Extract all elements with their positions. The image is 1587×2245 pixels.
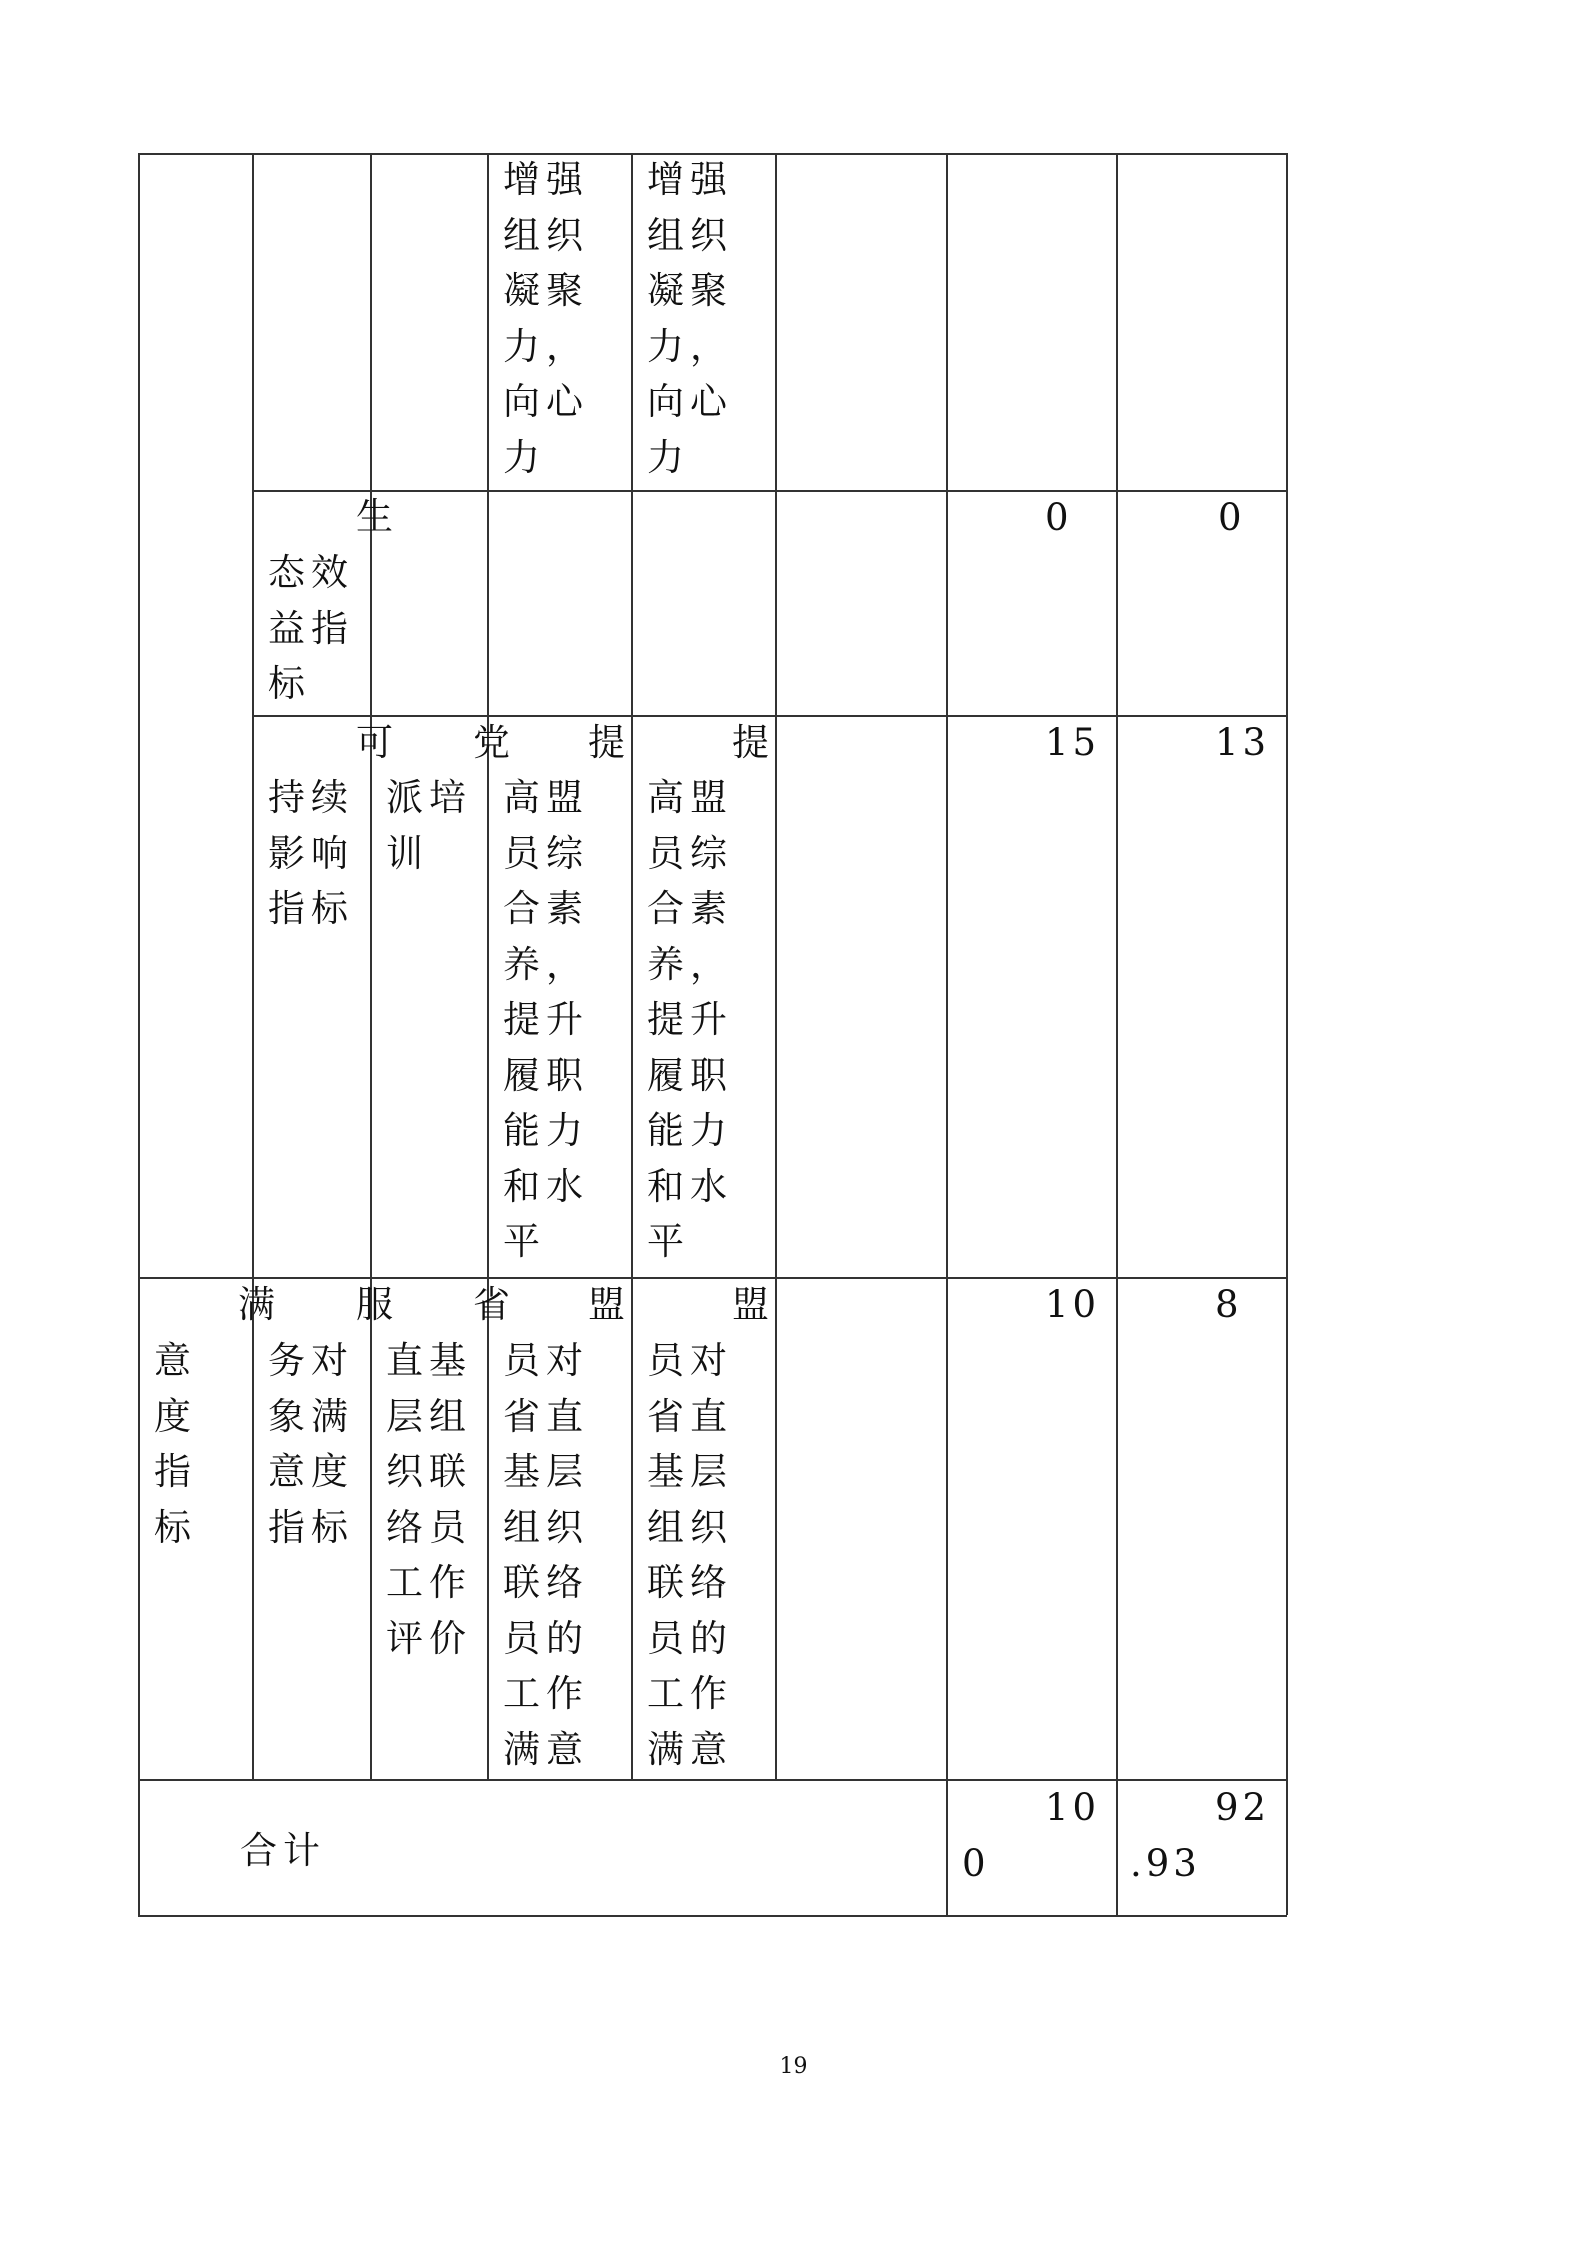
cell-subcategory-first-char: 生 <box>356 495 393 538</box>
cell-score: 8 <box>1215 1283 1243 1326</box>
cell-subcategory-first-char: 可 <box>356 721 393 764</box>
cell-score: 13 <box>1215 721 1271 764</box>
total-weight-line1: 10 <box>1045 1786 1101 1829</box>
table-border <box>252 153 254 1779</box>
cell-indicator-first-char: 党 <box>473 721 510 764</box>
cell-category: 意 度 指 标 <box>154 1339 197 1549</box>
cell-subcategory: 态效 益指 标 <box>268 551 354 705</box>
table-border <box>775 153 777 1779</box>
cell-indicator-value-first: 盟 <box>588 1283 629 1326</box>
cell-indicator-first-char: 省 <box>473 1283 510 1326</box>
table-border <box>1286 153 1288 1915</box>
cell-category-first-char: 满 <box>238 1283 275 1326</box>
table-border <box>138 1779 1287 1781</box>
cell-indicator-value-first: 提 <box>588 721 629 764</box>
cell-indicator-value: 高盟 员综 合素 养， 提升 履职 能力 和水 平 <box>503 776 589 1263</box>
cell-score: 0 <box>1218 496 1246 539</box>
cell-indicator-value: 员对 省直 基层 组织 联络 员的 工作 满意 <box>503 1339 589 1771</box>
total-weight-line2: 0 <box>962 1842 990 1885</box>
total-label: 合计 <box>240 1829 326 1872</box>
cell-weight: 15 <box>1045 721 1101 764</box>
table-border <box>631 153 633 1779</box>
cell-actual-value: 高盟 员综 合素 养， 提升 履职 能力 和水 平 <box>647 776 733 1263</box>
table-border <box>370 153 372 1779</box>
table-border <box>487 153 489 1779</box>
cell-actual-value: 增强 组织 凝聚 力， 向心 力 <box>647 158 733 479</box>
table-border <box>946 153 948 1915</box>
cell-indicator: 直基 层组 织联 络员 工作 评价 <box>386 1339 472 1660</box>
cell-weight: 10 <box>1045 1283 1101 1326</box>
table-border <box>138 1277 1287 1279</box>
total-score-line2: .93 <box>1130 1842 1201 1885</box>
cell-weight: 0 <box>1045 496 1073 539</box>
cell-subcategory: 务对 象满 意度 指标 <box>268 1339 354 1549</box>
cell-subcategory-first-char: 服 <box>356 1283 393 1326</box>
cell-actual-value-first: 提 <box>732 721 773 764</box>
cell-subcategory: 持续 影响 指标 <box>268 776 354 930</box>
table-border <box>138 153 140 1915</box>
cell-indicator-value: 增强 组织 凝聚 力， 向心 力 <box>503 158 589 479</box>
table-border <box>138 1915 1287 1917</box>
cell-actual-value: 员对 省直 基层 组织 联络 员的 工作 满意 <box>647 1339 733 1771</box>
total-score-line1: 92 <box>1215 1786 1271 1829</box>
page-number: 19 <box>779 2054 808 2079</box>
cell-indicator: 派培 训 <box>386 776 472 875</box>
table-border <box>252 490 1287 492</box>
cell-actual-value-first: 盟 <box>732 1283 773 1326</box>
table-border <box>1116 153 1118 1915</box>
